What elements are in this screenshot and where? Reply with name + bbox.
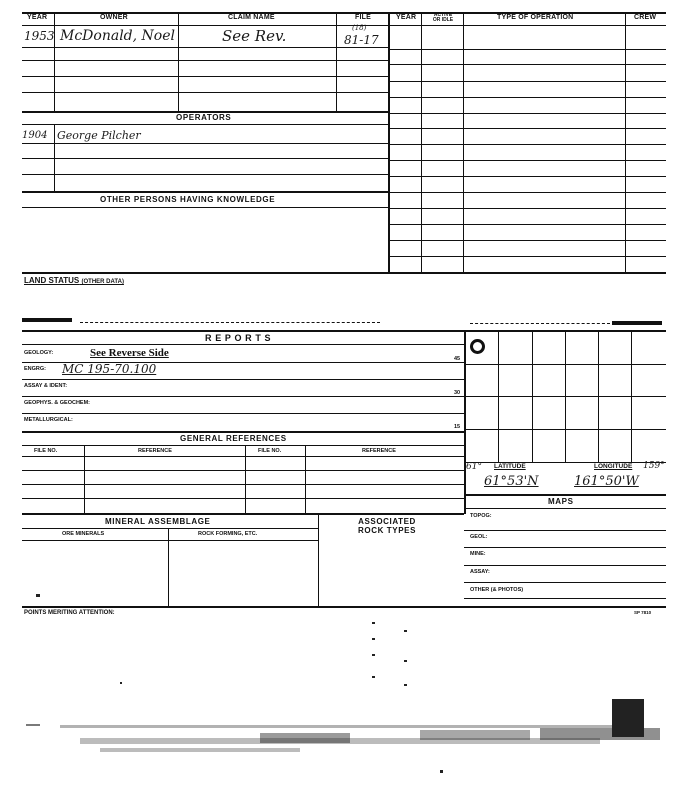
row-line xyxy=(22,396,464,397)
other-persons-top-line xyxy=(22,191,388,193)
longitude-label: LONGITUDE xyxy=(594,463,633,470)
faint-line xyxy=(470,323,610,324)
associated-rock-types-header: ASSOCIATED ROCK TYPES xyxy=(358,517,417,535)
header-file: FILE xyxy=(355,14,371,21)
row-line xyxy=(22,456,464,457)
header-claim-name: CLAIM NAME xyxy=(228,14,275,21)
col-line xyxy=(625,12,626,272)
rock-forming-header: ROCK FORMING, ETC. xyxy=(198,531,258,537)
file-number-value: 81-17 xyxy=(344,33,379,47)
mineral-title: MINERAL ASSEMBLAGE xyxy=(105,517,211,526)
row-line xyxy=(464,598,666,599)
row-line xyxy=(22,60,388,61)
col-line xyxy=(463,12,464,272)
col-line xyxy=(421,12,422,272)
header-owner: OWNER xyxy=(100,14,128,21)
row-line xyxy=(22,143,388,144)
header-type-of-operation: TYPE OF OPERATION xyxy=(497,14,574,21)
geology-value: See Reverse Side xyxy=(90,347,169,359)
col-line xyxy=(305,445,306,513)
form-number: SP 7810 xyxy=(634,610,652,615)
lat-prefix: 61° xyxy=(466,462,482,472)
col-line xyxy=(54,124,55,191)
row-line xyxy=(464,530,666,531)
col-line xyxy=(388,12,390,272)
engrg-value: MC 195-70.100 xyxy=(62,362,157,376)
mineral-bottom-line xyxy=(22,606,666,608)
col-line xyxy=(336,12,337,111)
col-file-no: FILE NO. xyxy=(34,448,58,454)
row-line xyxy=(22,413,464,414)
header-crew: CREW xyxy=(634,14,657,21)
maps-geol: GEOL: xyxy=(470,534,488,540)
metallurgical-label: METALLURGICAL: xyxy=(24,417,73,423)
location-circle-icon xyxy=(470,339,485,354)
grid-col xyxy=(498,332,499,462)
col-line xyxy=(178,12,179,111)
operator-name-value: George Pilcher xyxy=(57,129,141,142)
col-line xyxy=(84,445,85,513)
grid-col xyxy=(598,332,599,462)
scale-30: 30 xyxy=(454,390,461,396)
row-line xyxy=(22,92,388,93)
row-line xyxy=(22,470,464,471)
reports-top-line xyxy=(22,330,666,332)
reports-right-border xyxy=(464,330,466,514)
mineral-top-line xyxy=(22,513,464,515)
latitude-label: LATITUDE xyxy=(494,463,526,470)
maps-topog: TOPOG: xyxy=(470,513,492,519)
geophys-label: GEOPHYS. & GEOCHEM: xyxy=(24,400,91,406)
other-persons-title: OTHER PERSONS HAVING KNOWLEDGE xyxy=(100,195,276,204)
operators-title: OPERATORS xyxy=(176,113,232,122)
col-line xyxy=(54,12,55,112)
row-line xyxy=(22,158,388,159)
row-line xyxy=(22,498,464,499)
row-line xyxy=(464,508,666,509)
header-active-idle: ACTIVE OR IDLE xyxy=(432,12,454,23)
row-line xyxy=(464,582,666,583)
header-bottom-line xyxy=(22,25,666,26)
col-reference-2: REFERENCE xyxy=(362,448,396,454)
row-line xyxy=(464,565,666,566)
maps-top-line xyxy=(464,494,666,496)
owner-year-value: 1953 xyxy=(24,29,55,43)
row-line xyxy=(22,445,464,446)
header-year: YEAR xyxy=(27,14,48,21)
assay-ident-label: ASSAY & IDENT: xyxy=(24,383,68,389)
scale-15: 15 xyxy=(454,424,461,430)
edge-mark xyxy=(22,318,72,322)
maps-assay: ASSAY: xyxy=(470,569,490,575)
col-line xyxy=(168,528,169,606)
file-number-top: (18) xyxy=(352,24,367,32)
longitude-value: 161°50'W xyxy=(574,474,639,489)
latitude-value: 61°53'N xyxy=(484,474,539,489)
top-table-bottom xyxy=(22,272,666,274)
row-line xyxy=(22,47,388,48)
land-status-title: LAND STATUS (OTHER DATA) xyxy=(24,276,124,285)
ore-minerals-header: ORE MINERALS xyxy=(62,531,105,537)
claim-name-value: See Rev. xyxy=(222,27,287,45)
grid-col xyxy=(532,332,533,462)
faint-line xyxy=(80,322,380,323)
col-file-no-2: FILE NO. xyxy=(258,448,282,454)
row-line xyxy=(22,207,388,208)
geology-label: GEOLOGY: xyxy=(24,350,54,356)
col-reference: REFERENCE xyxy=(138,448,172,454)
grid-col xyxy=(565,332,566,462)
grid-row xyxy=(464,396,666,397)
row-line xyxy=(22,484,464,485)
row-line xyxy=(22,540,318,541)
operator-year-value: 1904 xyxy=(22,130,48,141)
general-refs-title: GENERAL REFERENCES xyxy=(180,434,287,443)
header-year-2: YEAR xyxy=(396,14,417,21)
grid-row xyxy=(464,429,666,430)
maps-title: MAPS xyxy=(548,497,574,506)
row-line xyxy=(22,76,388,77)
maps-other: OTHER (& PHOTOS) xyxy=(470,587,524,593)
scale-45: 45 xyxy=(454,356,461,362)
maps-mine: MINE: xyxy=(470,551,486,557)
points-title: POINTS MERITING ATTENTION: xyxy=(24,610,115,616)
reports-title: R E P O R T S xyxy=(205,333,272,343)
owner-name-value: McDonald, Noel xyxy=(60,28,175,44)
row-line xyxy=(22,379,464,380)
col-line xyxy=(318,513,319,606)
row-line xyxy=(22,528,318,529)
row-line xyxy=(22,174,388,175)
row-line xyxy=(464,547,666,548)
row-line xyxy=(22,124,388,125)
grid-col xyxy=(631,332,632,462)
col-line xyxy=(245,445,246,513)
reports-title-line xyxy=(22,344,464,345)
grid-row xyxy=(464,364,666,365)
lon-prefix: 159° xyxy=(643,461,665,471)
engrg-label: ENGRG: xyxy=(24,366,46,372)
general-refs-top-line xyxy=(22,431,464,433)
edge-mark xyxy=(612,321,662,325)
